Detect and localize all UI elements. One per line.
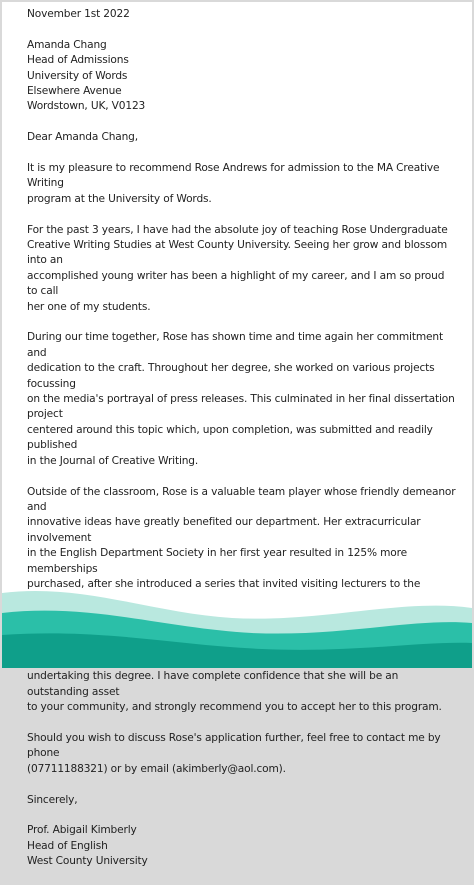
recipient-name: Amanda Chang [27,38,107,51]
signature-institution: West County University [27,855,148,868]
recipient-street: Elsewhere Avenue [27,85,122,98]
paragraph: Should you wish to discuss Rose's application further, feel free to contact me by phone (07711188321) or by email (akimberly@aol.com). [27,731,441,775]
paragraph: undertaking this degree. I have complete confidence that she will be an outstanding asset to your community, and strongly recommend you to accept her to this program. [27,670,442,714]
paragraph: It is my pleasure to recommend Rose Andrews for admission to the MA Creative Writing program at the University of Words. [27,162,440,205]
closing: Sincerely, [27,793,78,806]
recipient-address [27,38,457,115]
recipient-city: Wordstown, UK, V0123 [27,100,146,113]
letter-date: November 1st 2022 [27,8,130,20]
decorative-wave-footer [2,573,472,668]
letter-body [27,7,457,885]
paragraph: For the past 3 years, I have had the absolute joy of teaching Rose Undergraduate Creative Writing Studies at West County University. Seeing her grow and blossom into an accomplished young writer has been a highlight of my career, and I am so proud to call her one of my students. [27,223,448,313]
paragraph: Outside of the classroom, Rose is a valuable team player whose friendly demeanor and innovative ideas have greatly benefited our department. Her extracurricular involvement in the English Department Society in her first year resulted in 125% more memberships purchased, after she introduced a series that invited visiting lecturers to the [27,485,456,590]
signature-block [27,823,457,869]
paragraph: During our time together, Rose has shown time and time again her commitment and dedication to the craft. Throughout her degree, she worked on various projects focussing on the media's portrayal of press releases. This culminated in her final dissertation project centered around this topic which, upon completion, was submitted and readily published in the Journal of Creative Writing. [27,331,455,467]
recipient-title: Head of Admissions [27,54,129,67]
recipient-institution: University of Words [27,69,128,82]
salutation: Dear Amanda Chang, [27,131,138,144]
signature-name: Prof. Abigail Kimberly [27,824,137,837]
signature-title: Head of English [27,839,108,852]
letter-page [2,2,472,868]
